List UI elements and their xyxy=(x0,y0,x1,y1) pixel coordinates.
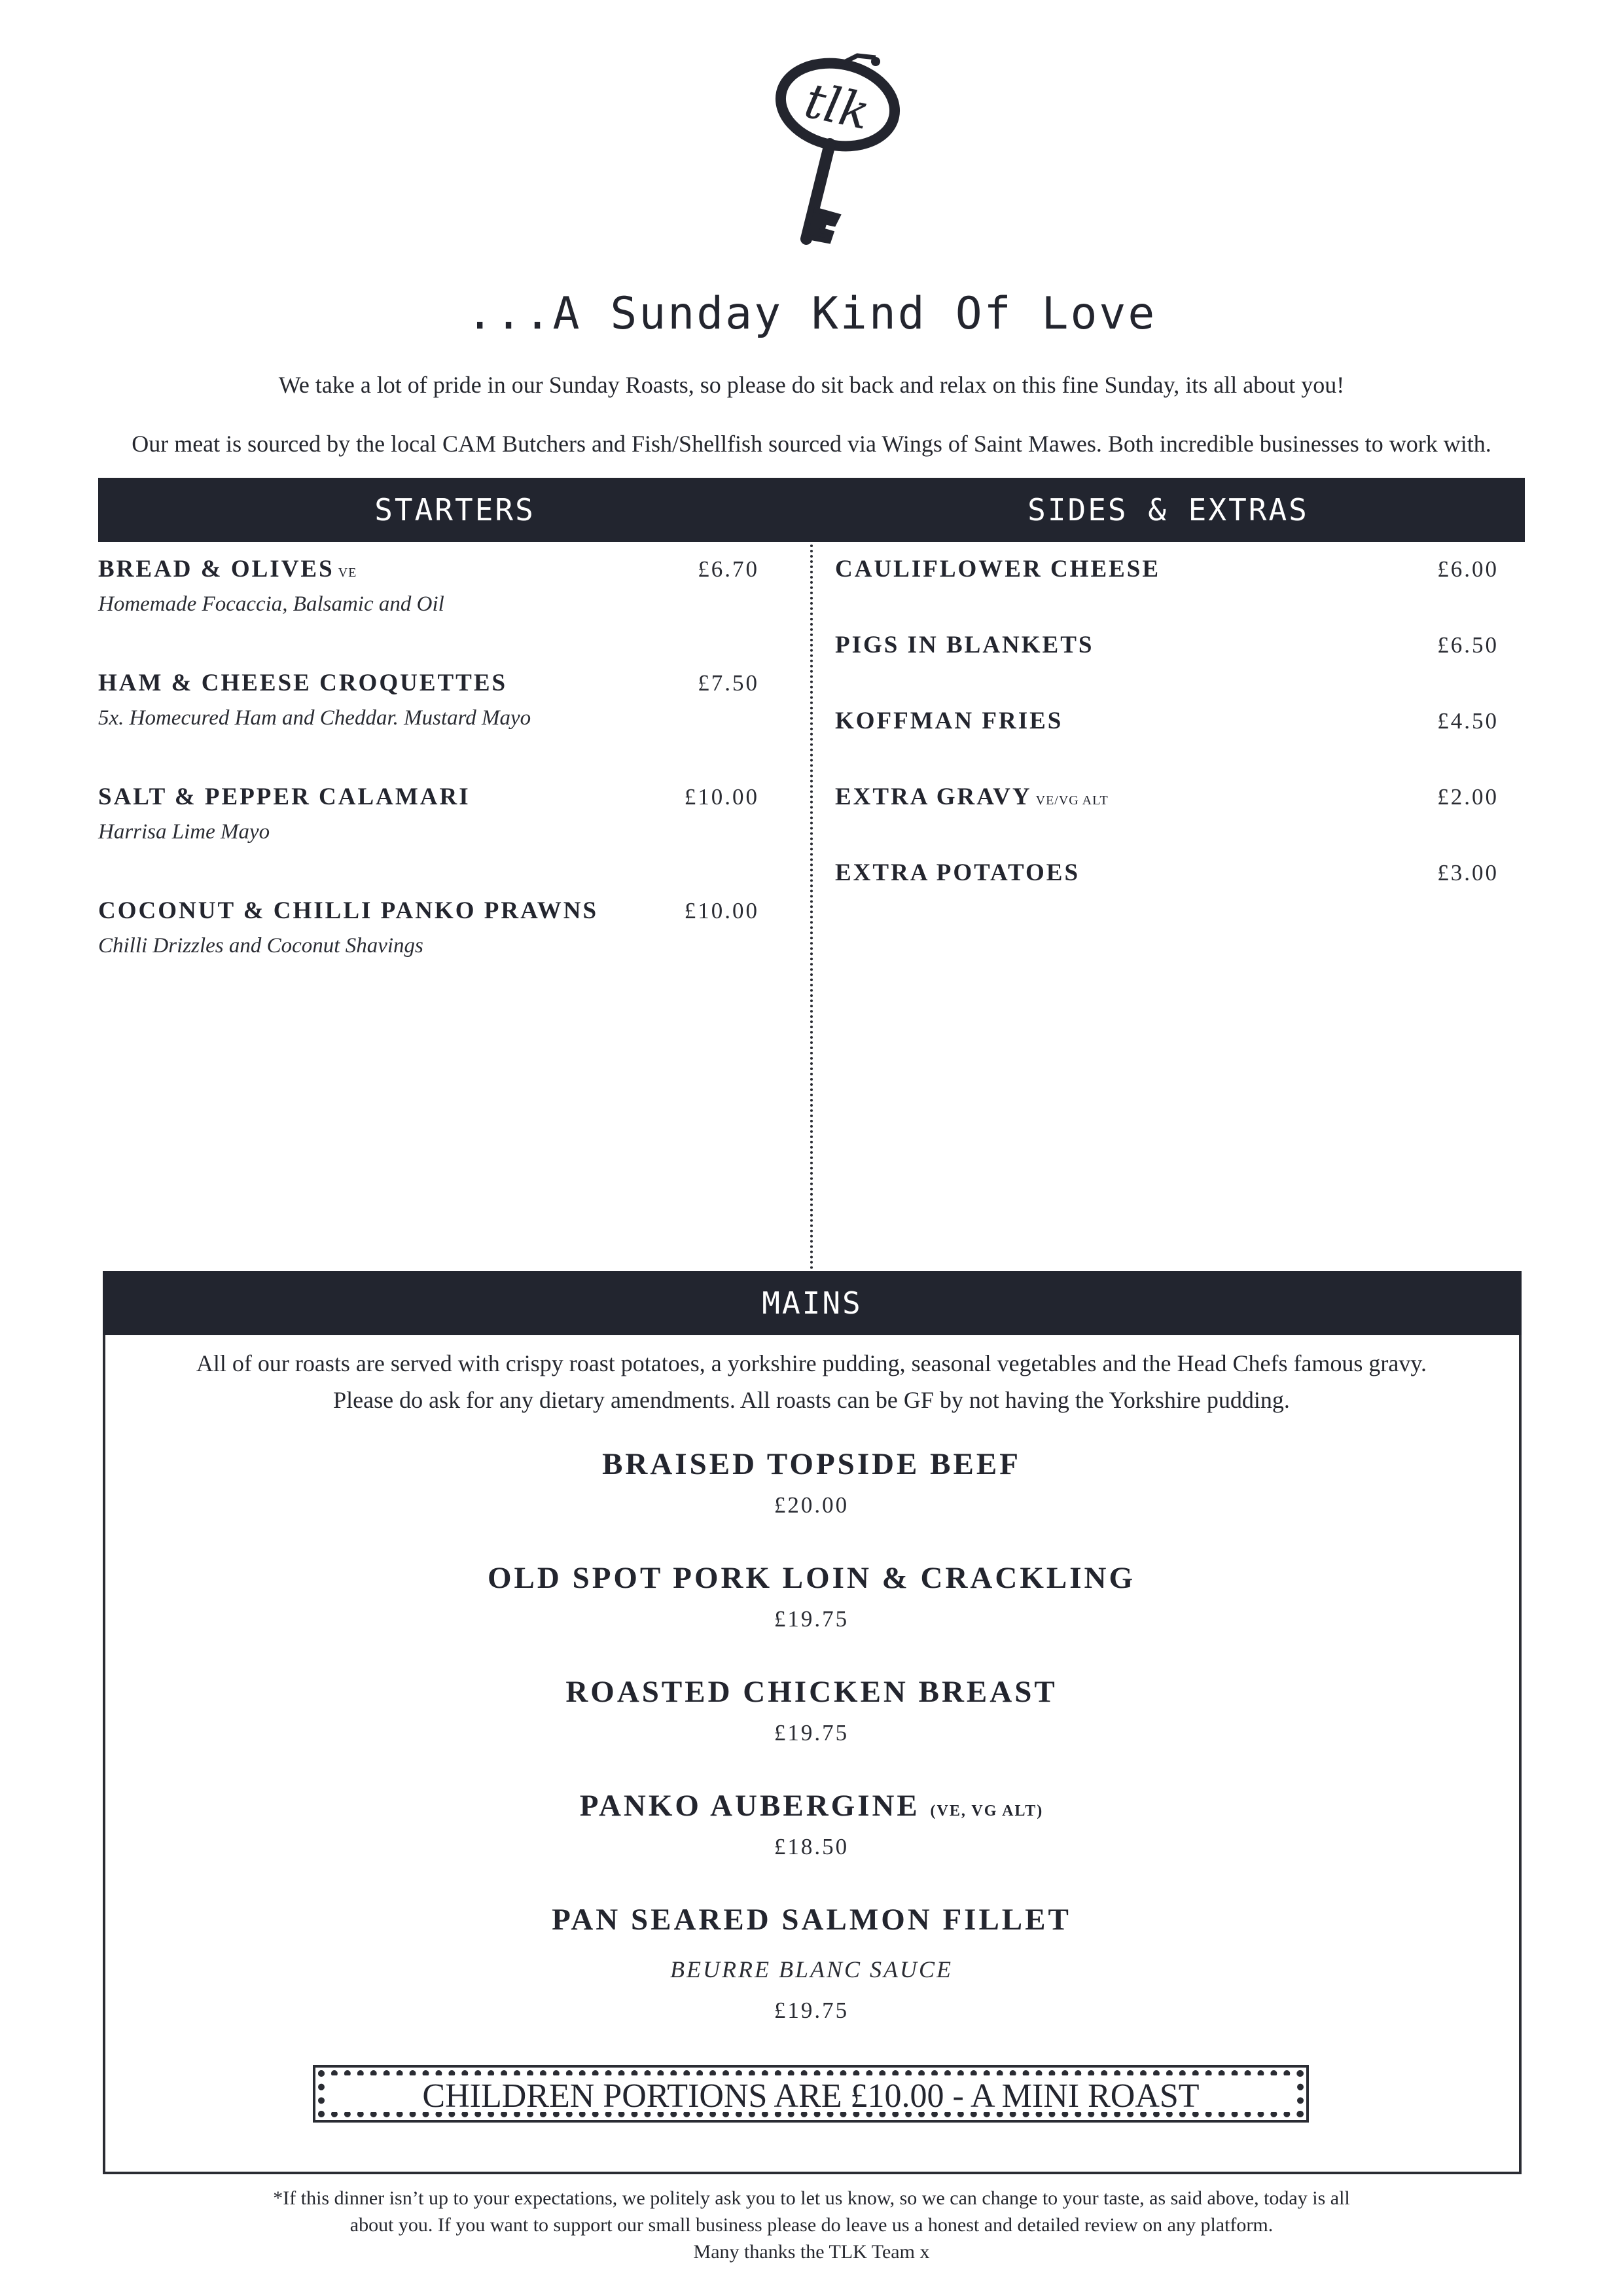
page-title: ...A Sunday Kind Of Love xyxy=(466,288,1157,340)
main-item-name: ROASTED CHICKEN BREAST xyxy=(565,1675,1058,1709)
mains-dietary-text: Please do ask for any dietary amendments. All roasts can be GF by not having the Yorkshire pudding. xyxy=(333,1387,1290,1413)
dietary-tag: (VE, VG ALT) xyxy=(930,1803,1044,1820)
side-price: £3.00 xyxy=(1437,860,1499,886)
sourcing-text: Our meat is sourced by the local CAM Butchers and Fish/Shellfish sourced via Wings of Saint Mawes. Both incredible businesses to work with. xyxy=(132,431,1491,457)
starter-item-name: HAM & CHEESE CROQUETTES xyxy=(98,670,508,696)
main-price: £19.75 xyxy=(774,1606,849,1632)
side-item-name xyxy=(835,783,1109,811)
tlk-key-logo xyxy=(766,52,910,262)
main-item-name: BRAISED TOPSIDE BEEF xyxy=(602,1447,1021,1481)
main-item-name: PAN SEARED SALMON FILLET xyxy=(552,1903,1071,1937)
main-item-name: OLD SPOT PORK LOIN & CRACKLING xyxy=(487,1561,1136,1595)
side-price: £4.50 xyxy=(1437,708,1499,734)
main-price: £18.50 xyxy=(774,1834,849,1859)
side-item-name: PIGS IN BLANKETS xyxy=(835,632,1094,658)
main-price: £19.75 xyxy=(774,1998,849,2023)
starter-price: £10.00 xyxy=(684,898,759,924)
footer-note: about you. If you want to support our small business please do leave us a honest and detailed review on any platform. xyxy=(349,2214,1274,2236)
children-portions-text: CHILDREN PORTIONS ARE £10.00 - A MINI ROAST xyxy=(422,2077,1200,2115)
children-portions-banner xyxy=(313,2065,1309,2123)
dietary-tag: VE xyxy=(338,565,357,580)
main-sauce: BEURRE BLANC SAUCE xyxy=(670,1956,953,1982)
starter-name-text: BREAD & OLIVES xyxy=(98,556,334,583)
column-divider xyxy=(810,545,813,1270)
starter-description: Homemade Focaccia, Balsamic and Oil xyxy=(98,592,444,616)
side-name-text: EXTRA GRAVY xyxy=(835,783,1032,810)
main-price: £19.75 xyxy=(774,1720,849,1746)
side-item-name: KOFFMAN FRIES xyxy=(835,708,1063,734)
intro-text: We take a lot of pride in our Sunday Roasts, so please do sit back and relax on this fine Sunday, its all about you! xyxy=(278,372,1345,398)
side-price: £6.00 xyxy=(1437,556,1499,582)
starter-price: £10.00 xyxy=(684,784,759,810)
side-price: £6.50 xyxy=(1437,632,1499,658)
mains-header-bar xyxy=(103,1271,1522,1335)
footer-note: *If this dinner isn’t up to your expectations, we politely ask you to let us know, so we can change to your taste, as said above, today is all xyxy=(273,2187,1350,2209)
starters-heading: STARTERS xyxy=(374,492,535,528)
main-name-text: PANKO AUBERGINE xyxy=(579,1789,920,1823)
side-price: £2.00 xyxy=(1437,784,1499,810)
starter-item-name: SALT & PEPPER CALAMARI xyxy=(98,783,471,810)
logo-text: tlk xyxy=(800,72,875,141)
side-item-name: EXTRA POTATOES xyxy=(835,859,1080,886)
sides-heading: SIDES & EXTRAS xyxy=(1027,492,1309,528)
mains-heading: MAINS xyxy=(762,1285,863,1321)
mains-intro-text: All of our roasts are served with crispy roast potatoes, a yorkshire pudding, seasonal vegetables and the Head Chefs famous gravy. xyxy=(196,1350,1427,1376)
starter-price: £6.70 xyxy=(698,556,759,582)
starter-description: Harrisa Lime Mayo xyxy=(98,820,270,844)
side-item-name: CAULIFLOWER CHEESE xyxy=(835,556,1161,583)
footer-signoff: Many thanks the TLK Team x xyxy=(693,2241,930,2263)
dietary-tag: VE/VG ALT xyxy=(1035,793,1109,808)
main-item-name xyxy=(0,1788,1623,1823)
starter-description: Chilli Drizzles and Coconut Shavings xyxy=(98,934,423,958)
main-price: £20.00 xyxy=(774,1492,849,1518)
starter-price: £7.50 xyxy=(698,670,759,696)
starter-item-name xyxy=(98,555,357,583)
starter-item-name: COCONUT & CHILLI PANKO PRAWNS xyxy=(98,897,599,924)
starter-description: 5x. Homecured Ham and Cheddar. Mustard Mayo xyxy=(98,706,531,730)
section-header-bar xyxy=(98,478,1525,542)
